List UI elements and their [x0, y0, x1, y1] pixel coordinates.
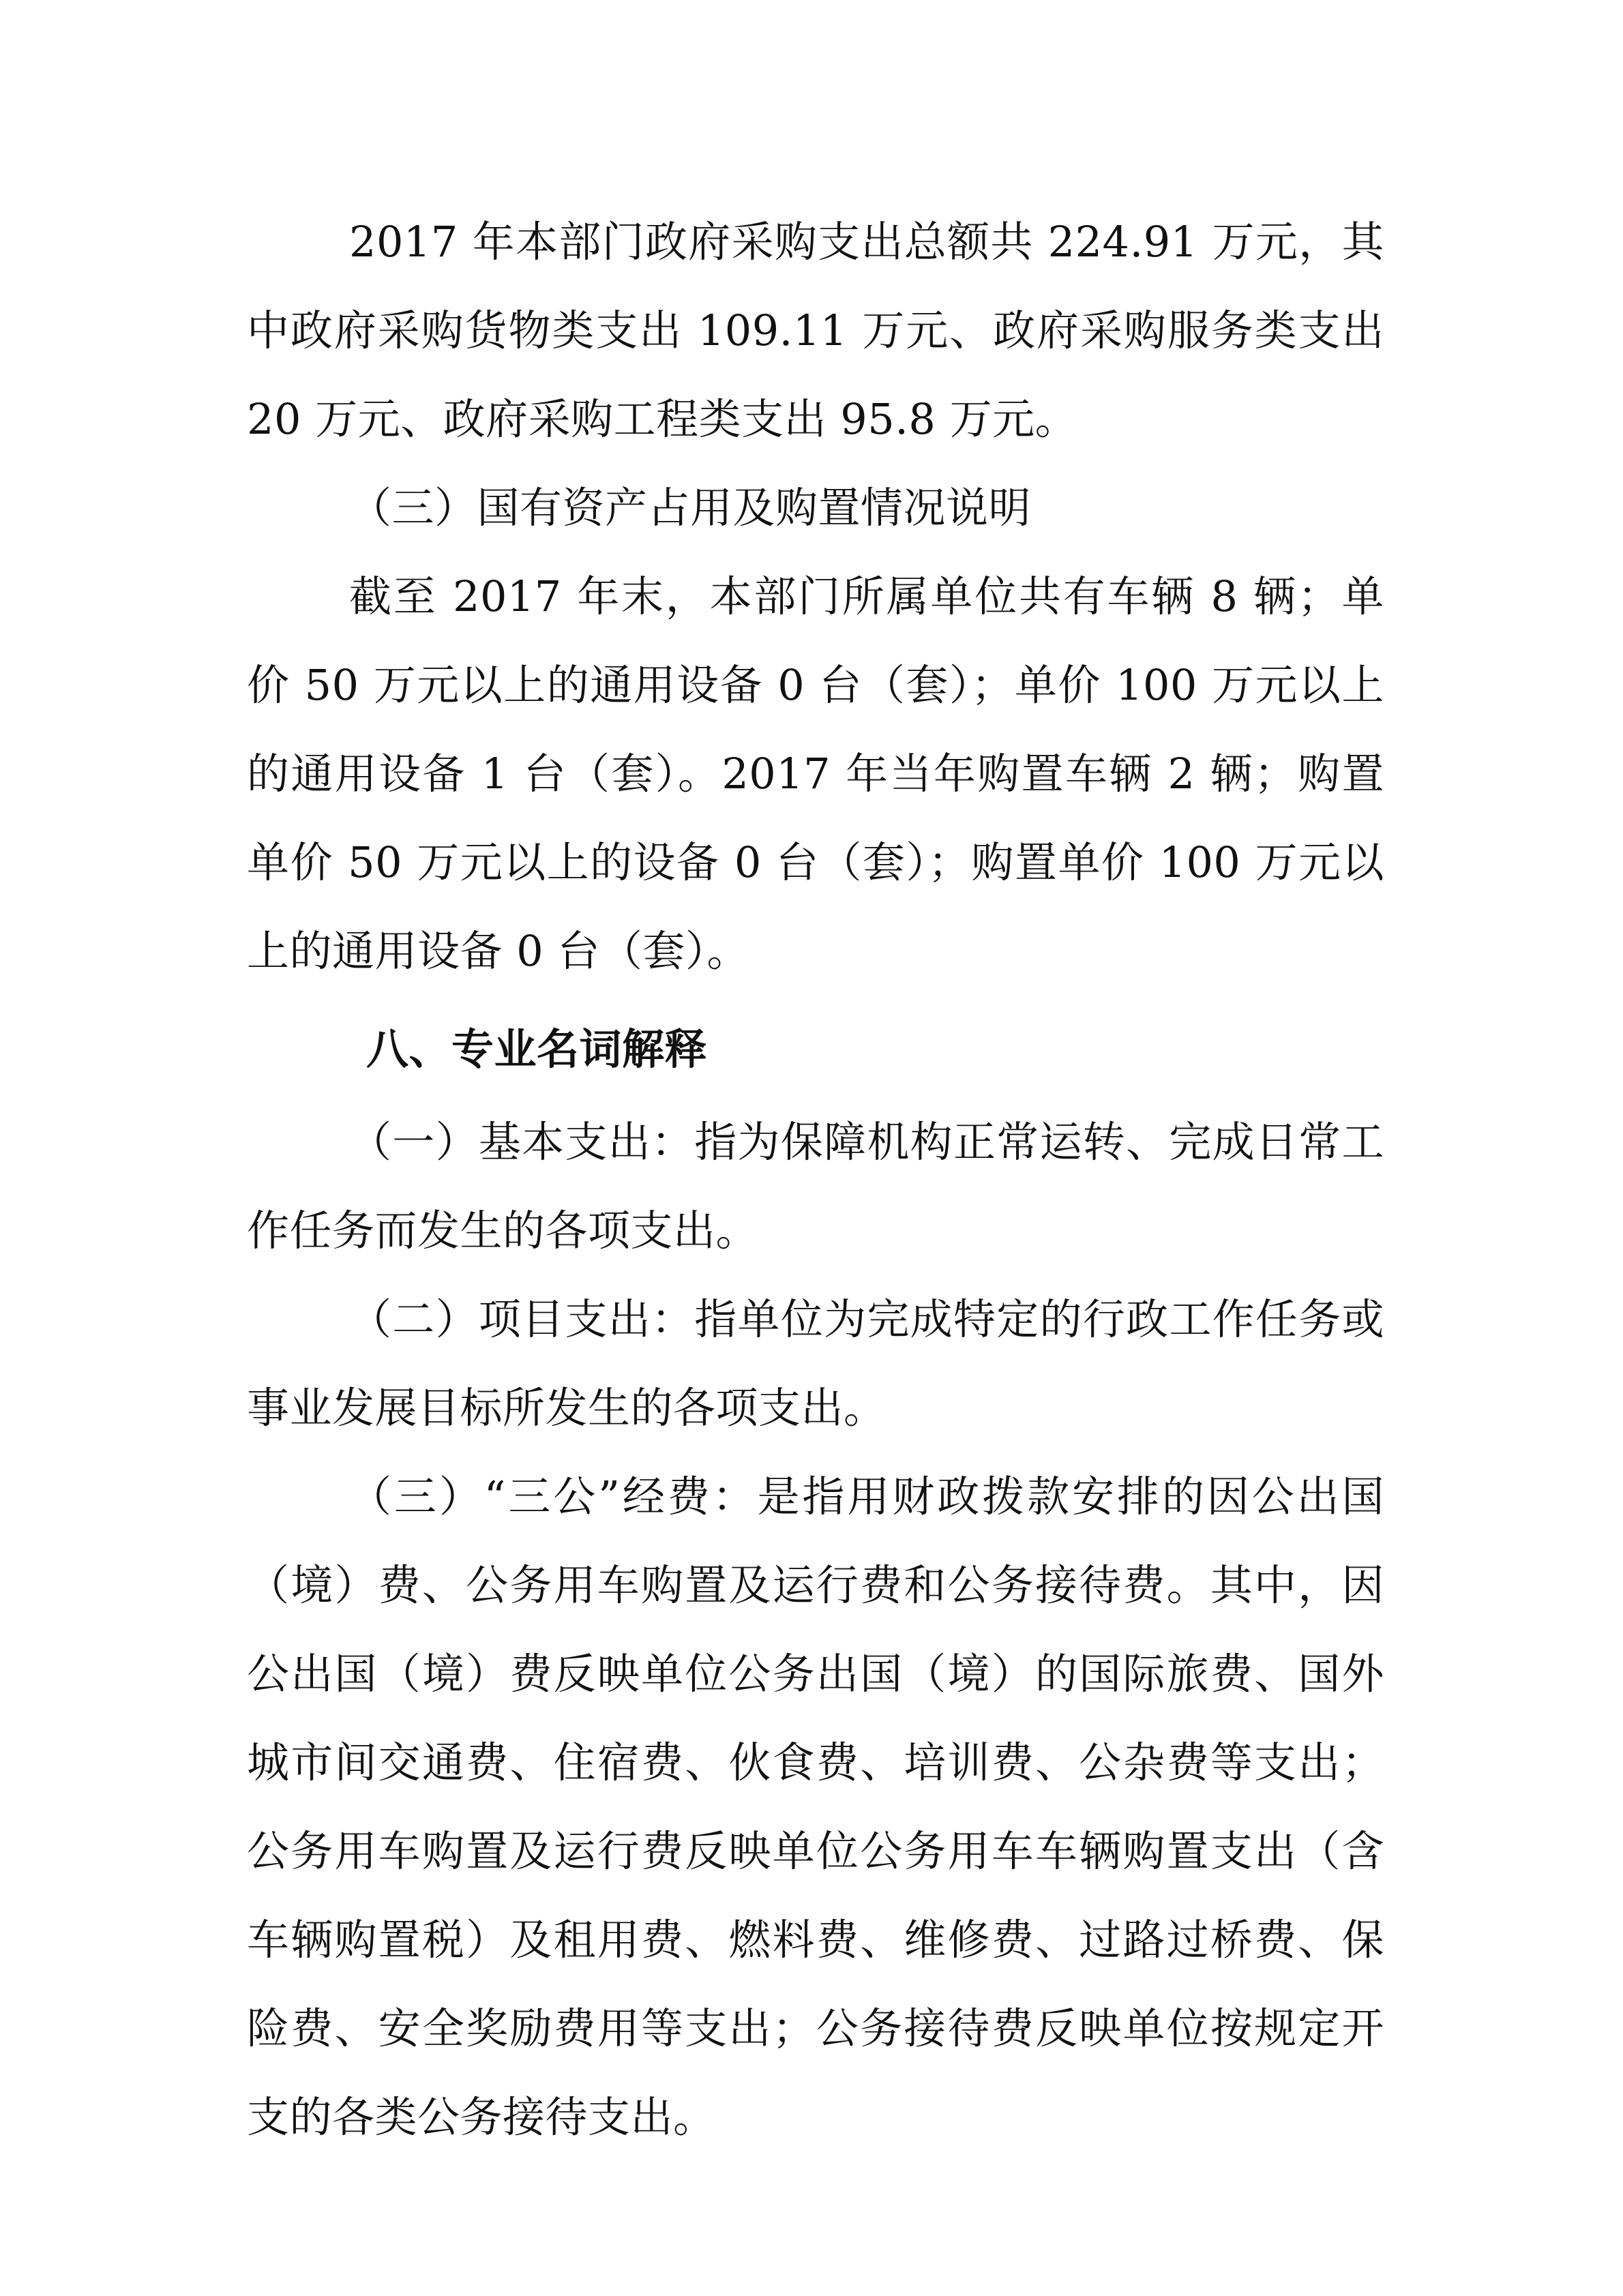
glossary-section-heading: 八、专业名词解释: [366, 1024, 708, 1074]
project-expense-paragraph: （二）项目支出：指单位为完成特定的行政工作任务或事业发展目标所发生的各项支出。: [247, 1294, 1384, 1433]
document-body: [247, 198, 1384, 2162]
procurement-paragraph: 2017 年本部门政府采购支出总额共 224.91 万元，其中政府采购货物类支出 109.11 万元、政府采购服务类支出 20 万元、政府采购工程类支出 95.8 万元。: [247, 217, 1384, 444]
assets-paragraph: 截至 2017 年末，本部门所属单位共有车辆 8 辆；单价 50 万元以上的通用设备 0 台（套）；单价 100 万元以上的通用设备 1 台（套）。2017 年当年购置车辆 2 辆；购置单价 50 万元以上的设备 0 台（套）；购置单价 100 万元以上的通用设备 0 台（套）。: [247, 571, 1384, 976]
assets-section-heading: （三）国有资产占用及购置情况说明: [349, 483, 1032, 533]
three-public-expense-paragraph: （三）“三公”经费：是指用财政拨款安排的因公出国（境）费、公务用车购置及运行费和公务接待费。其中，因公出国（境）费反映单位公务出国（境）的国际旅费、国外城市间交通费、住宿费、伙食费、培训费、公杂费等支出；公务用车购置及运行费反映单位公务用车车辆购置支出（含车辆购置税）及租用费、燃料费、维修费、过路过桥费、保险费、安全奖励费用等支出；公务接待费反映单位按规定开支的各类公务接待支出。: [247, 1472, 1384, 2142]
basic-expense-paragraph: （一）基本支出：指为保障机构正常运转、完成日常工作任务而发生的各项支出。: [247, 1117, 1384, 1255]
